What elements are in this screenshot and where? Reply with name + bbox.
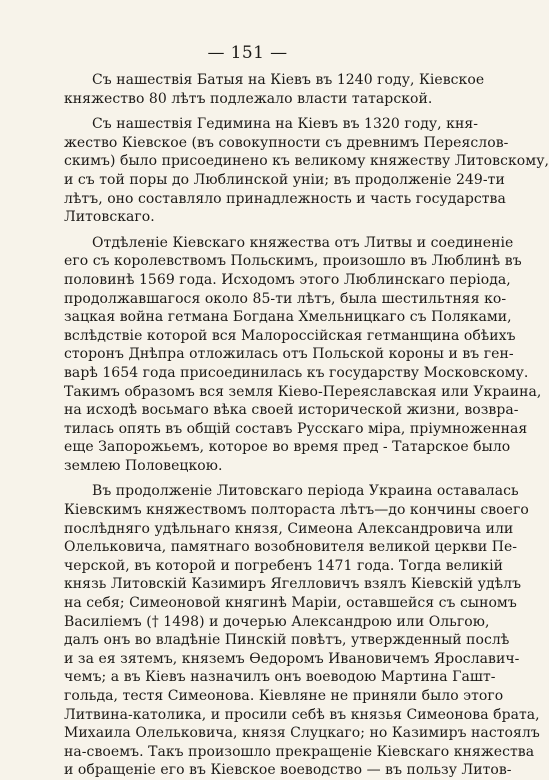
text-line: тилась опять въ общій составъ Русскаго міра, пріумноженная [64,420,528,437]
text-line: и обращеніе его въ Кіевское воеводство — въ пользу Литов- [64,762,512,779]
text-line: лѣтъ, оно составляло принадлежность и часть государства [64,190,506,207]
text-line: половинѣ 1569 года. Исходомъ этого Люблинскаго періода, [64,271,511,288]
text-line: варѣ 1654 года присоединилась къ государству Московскому. [64,364,529,381]
text-line: скимъ) было присоединено къ великому княжеству Литовскому, [64,153,549,170]
text-line: Отдѣленіе Кіевскаго княжества отъ Литвы и соединеніе [92,234,514,251]
text-line: землею Половецкою. [64,457,223,474]
text-line: Такимъ образомъ вся земля Кіево-Переяславская или Украина, [64,383,542,400]
text-line: сторонъ Днѣпра отложилась отъ Польской короны и въ ген- [64,346,514,363]
paragraph-3 [64,234,542,476]
text-line: гольда, тестя Симеонова. Кіевляне не приняли было этого [64,688,504,704]
text-line: далъ онъ во владѣніе Пинскій повѣтъ, утвержденный послѣ [64,632,510,649]
text-line: Съ нашествія Батыя на Кіевъ въ 1240 году, Кіевское [92,72,485,88]
text-line: князь Литовскій Казимиръ Ягелловичъ взялъ Кіевскій удѣлъ [64,576,522,593]
page-number: — 151 — [207,43,288,63]
text-line: Кіевскимъ княжествомъ полтораста лѣтъ—до кончины своего [64,502,529,519]
text-line: Михаила Олельковича, князя Слуцкаго; но Казимиръ настоялъ [64,725,540,742]
text-line: еще Запорожьемъ, которое во время пред - Татарское было [64,439,511,456]
text-line: его съ королевствомъ Польскимъ, произошло въ Люблинѣ въ [64,253,522,270]
text-line: княжество 80 лѣтъ подлежало власти татарской. [64,90,433,107]
paragraph-4 [64,482,540,780]
text-line: послѣдняго удѣльнаго князя, Симеона Александровича или [64,520,514,537]
text-line: Въ продолженіе Литовскаго періода Украина оставалась [92,483,519,500]
paragraph-gap [64,475,444,482]
text-line: продолжавшагося около 85-ти лѣтъ, была шестильтняя ко- [64,290,507,307]
text-line: на-своемъ. Такъ произошло прекращеніе Кіевскаго княжества [64,743,535,760]
text-line: зацкая война гетмана Богдана Хмельницкаго съ Поляками, [64,309,512,326]
text-line: Литовскаго. [64,209,155,226]
paragraph-1 [64,71,485,108]
text-line: Василіемъ († 1498) и дочерью Александрою или Ольгою, [64,613,490,630]
text-line: Литвина-католика, и просили себѣ въ князья Симеонова брата, [64,706,540,723]
text-line: жество Кіевское (въ совокупности съ древнимъ Переяслов- [64,134,509,151]
text-line: на исходѣ восьмаго вѣка своей исторической жизни, возвра- [64,402,519,419]
paragraph-gap [64,108,444,115]
text-line: Съ нашествія Гедимина на Кіевъ въ 1320 году, кня- [92,116,479,133]
text-line: вслѣдствіе которой вся Малороссійская гетманщина обѣихъ [64,327,516,344]
body-text [64,71,549,780]
paragraph-2 [64,115,549,227]
text-line: чемъ; а въ Кіевъ назначилъ онъ воеводою Мартина Гашт- [64,669,496,686]
text-line: черской, въ которой и погребенъ 1471 года. Тогда великій [64,557,504,574]
text-line: и за ея зятемъ, княземъ Ѳедоромъ Ивановичемъ Ярославич- [64,650,520,667]
text-line: Олельковича, памятнаго возобновителя великой церкви Пе- [64,539,518,556]
paragraph-gap [64,227,444,234]
text-line: на себя; Симеоновой княгинѣ Маріи, оставшейся съ сыномъ [64,595,517,612]
text-line: и съ той поры до Люблинской уніи; въ продолженіе 249-ти [64,171,505,188]
